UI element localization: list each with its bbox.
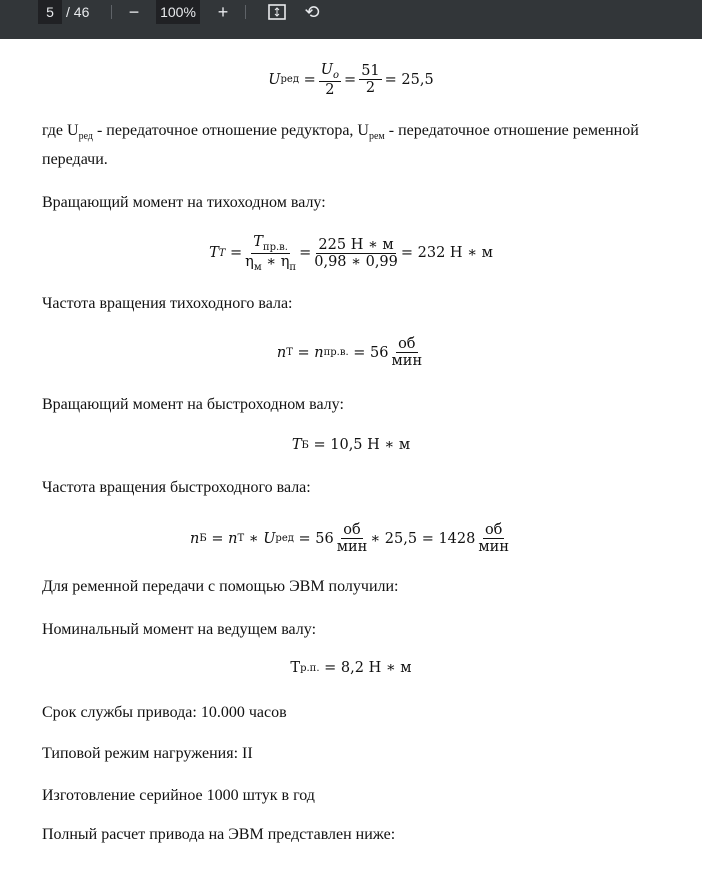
- formula-nominal-torque: Т р.п. = 8,2 Н ∗ м: [290, 660, 412, 676]
- formula-n-fast: n Б = n Т ∗ U ред = 56 об мин ∗ 25,5 = 1428 об мин: [190, 522, 509, 555]
- formula-u-red: U ред = $U_o$ 2 = $\frac{51}{2}$ = 25,5: [268, 62, 434, 98]
- zoom-out-button[interactable]: −: [128, 2, 140, 22]
- paragraph: Для ременной передачи с помощью ЭВМ получили:: [42, 578, 399, 595]
- formula-torque-slow: T T = $T_{пр.в.}$ $\eta_м$ ∗ $\eta_п$ = 225 Н ∗ м 0,98 ∗ 0,99 = 232 Н ∗ м: [209, 234, 493, 273]
- paragraph: где $U_{ред}$ - передаточное отношение редуктора, $U_{рем}$ - передаточное отношение ременной: [42, 122, 639, 143]
- page-number-input[interactable]: 5: [38, 0, 62, 24]
- fit-page-icon[interactable]: [267, 0, 287, 24]
- paragraph: Срок службы привода: 10.000 часов: [42, 704, 287, 721]
- rotate-icon[interactable]: ⟲: [304, 2, 320, 22]
- pdf-toolbar: [0, 0, 702, 39]
- formula-torque-fast: T Б = 10,5 Н ∗ м: [291, 437, 411, 453]
- zoom-level-input[interactable]: 100%: [156, 0, 200, 24]
- paragraph: Изготовление серийное 1000 штук в год: [42, 787, 315, 804]
- paragraph: Частота вращения быстроходного вала:: [42, 479, 311, 496]
- paragraph: передачи.: [42, 151, 108, 168]
- paragraph: Вращающий момент на тихоходном валу:: [42, 194, 326, 211]
- paragraph: Частота вращения тихоходного вала:: [42, 295, 293, 312]
- paragraph: Типовой режим нагружения: II: [42, 745, 253, 762]
- divider: [111, 5, 112, 19]
- paragraph: Вращающий момент на быстроходном валу:: [42, 396, 344, 413]
- paragraph: Номинальный момент на ведущем валу:: [42, 621, 317, 638]
- zoom-in-button[interactable]: +: [217, 2, 229, 22]
- divider: [245, 5, 246, 19]
- formula-n-slow: n Т = n пр.в. = 56 об мин: [276, 336, 423, 369]
- paragraph: Полный расчет привода на ЭВМ представлен ниже:: [42, 826, 396, 843]
- page-total: / 46: [66, 4, 90, 20]
